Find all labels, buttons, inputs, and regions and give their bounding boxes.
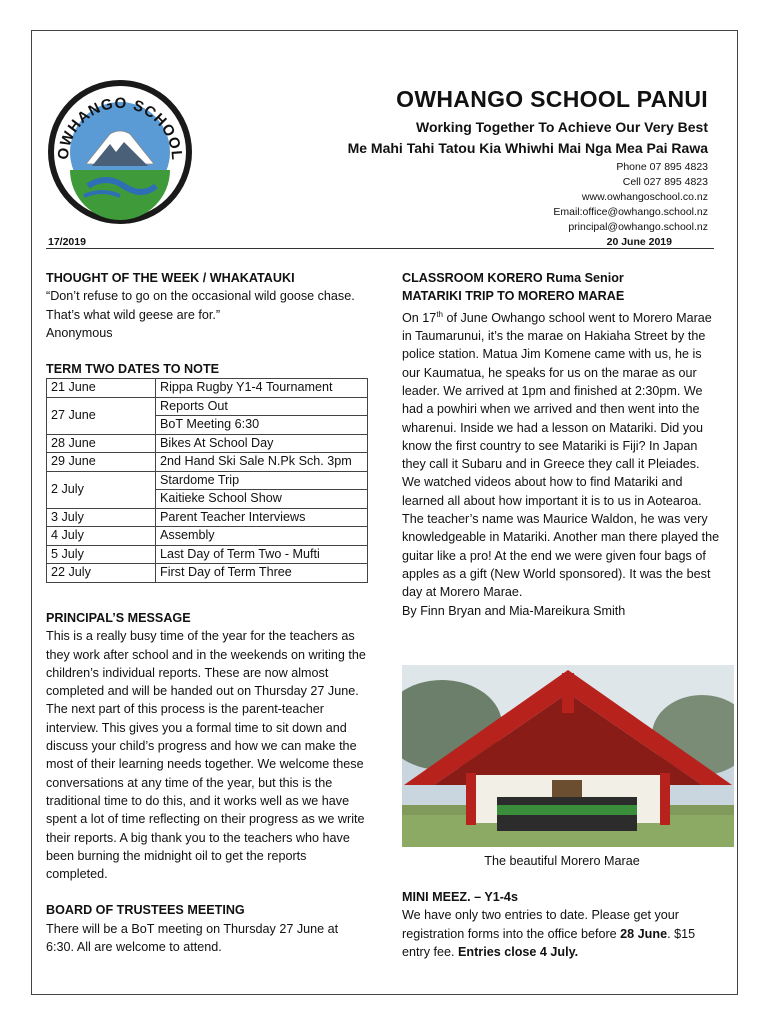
office-email[interactable]: Email:office@owhango.school.nz — [553, 206, 708, 218]
byline: By Finn Bryan and Mia-Mareikura Smith — [402, 603, 626, 618]
thought-author: Anonymous — [46, 325, 113, 340]
table-row — [47, 379, 368, 398]
date-cell: 22 July — [47, 564, 156, 583]
issue-date: 20 June 2019 — [606, 236, 672, 248]
table-row — [47, 453, 368, 472]
principal-email[interactable]: principal@owhango.school.nz — [568, 221, 708, 233]
table-row — [47, 508, 368, 527]
matariki-heading: MATARIKI TRIP TO MORERO MARAE — [402, 289, 625, 304]
dates-table — [46, 378, 368, 583]
mini-meez-section — [402, 888, 724, 961]
mini-meez-body: We have only two entries to date. Please get your registration forms into the office before 28 June. $15 entry fee. Entries close 4 July. — [402, 908, 696, 959]
date-cell: 28 June — [47, 434, 156, 453]
event-cell: Kaitieke School Show — [156, 490, 368, 509]
motto-maori: Me Mahi Tahi Tatou Kia Whiwhi Mai Nga Mea Pai Rawa — [347, 140, 708, 156]
marae-photo — [402, 665, 734, 847]
event-cell: Rippa Rugby Y1-4 Tournament — [156, 379, 368, 398]
phone: Phone 07 895 4823 — [616, 161, 708, 173]
table-row — [47, 564, 368, 583]
table-row — [47, 434, 368, 453]
date-cell: 27 June — [47, 397, 156, 434]
logo-text: OWHANGO SCHOOL — [54, 94, 186, 162]
date-cell: 5 July — [47, 545, 156, 564]
right-column — [402, 269, 720, 620]
date-cell: 3 July — [47, 508, 156, 527]
event-cell: Last Day of Term Two - Mufti — [156, 545, 368, 564]
event-cell: Reports Out — [156, 397, 368, 416]
thought-heading: THOUGHT OF THE WEEK / WHAKATAUKI — [46, 271, 295, 285]
cell: Cell 027 895 4823 — [622, 176, 708, 188]
event-cell: 2nd Hand Ski Sale N.Pk Sch. 3pm — [156, 453, 368, 472]
event-cell: First Day of Term Three — [156, 564, 368, 583]
matariki-body: On 17th of June Owhango school went to Morero Marae in Taumarunui, it’s the marae on Hakiaha Street by the police station. Matua Jim Komene came with us, he is our Kaumatua, he speaks for us on the marae as our leader. We arrived at 1pm and finished at 2:30pm. We had a powhiri when we arrived and then went into the wharenui. Inside we had a lesson on Matariki. Did you know the first country to see Matariki is Fiji? In Japan they call it Subaru and in Greece they call it Pleiades. We watched videos about how to find Matariki and learned all about how important it is to us in Aotearoa. The teacher’s name was Maurice Waldon, he was very knowledgeable in Matariki. Another man there played the guitar like a pro! At the end we were given four bags of apples as a gift (New World sponsored). It was the best day at Morero Marae. — [402, 309, 720, 600]
event-cell: Bikes At School Day — [156, 434, 368, 453]
contact-block — [553, 160, 708, 235]
table-row — [47, 545, 368, 564]
table-row — [47, 471, 368, 490]
dates-heading: TERM TWO DATES TO NOTE — [46, 362, 220, 377]
website-link[interactable]: www.owhangoschool.co.nz — [581, 191, 708, 203]
motto-english: Working Together To Achieve Our Very Best — [416, 119, 708, 135]
mini-meez-heading: MINI MEEZ. – Y1-4s — [402, 890, 518, 904]
newsletter-title: OWHANGO SCHOOL PANUI — [396, 86, 708, 112]
event-cell: Assembly — [156, 527, 368, 546]
table-row — [47, 527, 368, 546]
event-cell: Parent Teacher Interviews — [156, 508, 368, 527]
issue-number: 17/2019 — [48, 236, 86, 248]
left-column — [46, 269, 368, 956]
date-cell: 21 June — [47, 379, 156, 398]
principal-body: This is a really busy time of the year for the teachers as they work after school and in the weekends on writing the children’s individual reports. These are now almost completed and will be handed out on Thursday 27 June. The next part of this process is the parent-teacher interview. This gives you a formal time to sit down and discuss your child’s progress and how we can make the most of their learning needs together. We welcome these conversations at any time of the year, but this is the traditional time to do this, and it works well as we have spent a lot of time reflecting on their progress as we write their reports. A big thank you to the teachers who have been burning the midnight oil to get the reports completed. — [46, 629, 366, 882]
photo-caption: The beautiful Morero Marae — [484, 854, 640, 868]
board-body: There will be a BoT meeting on Thursday 27 June at 6:30. All are welcome to attend. — [46, 921, 339, 955]
thought-quote: “Don’t refuse to go on the occasional wild goose chase. That’s what wild geese are for.” — [46, 289, 355, 322]
table-row — [47, 397, 368, 416]
event-cell: Stardome Trip — [156, 471, 368, 490]
board-heading: BOARD OF TRUSTEES MEETING — [46, 903, 245, 918]
date-cell: 4 July — [47, 527, 156, 546]
date-cell: 29 June — [47, 453, 156, 472]
header-divider — [46, 248, 714, 249]
classroom-heading: CLASSROOM KORERO Ruma Senior — [402, 271, 624, 285]
event-cell: BoT Meeting 6:30 — [156, 416, 368, 435]
school-logo — [46, 78, 194, 226]
principal-heading: PRINCIPAL’S MESSAGE — [46, 610, 191, 625]
date-cell: 2 July — [47, 471, 156, 508]
